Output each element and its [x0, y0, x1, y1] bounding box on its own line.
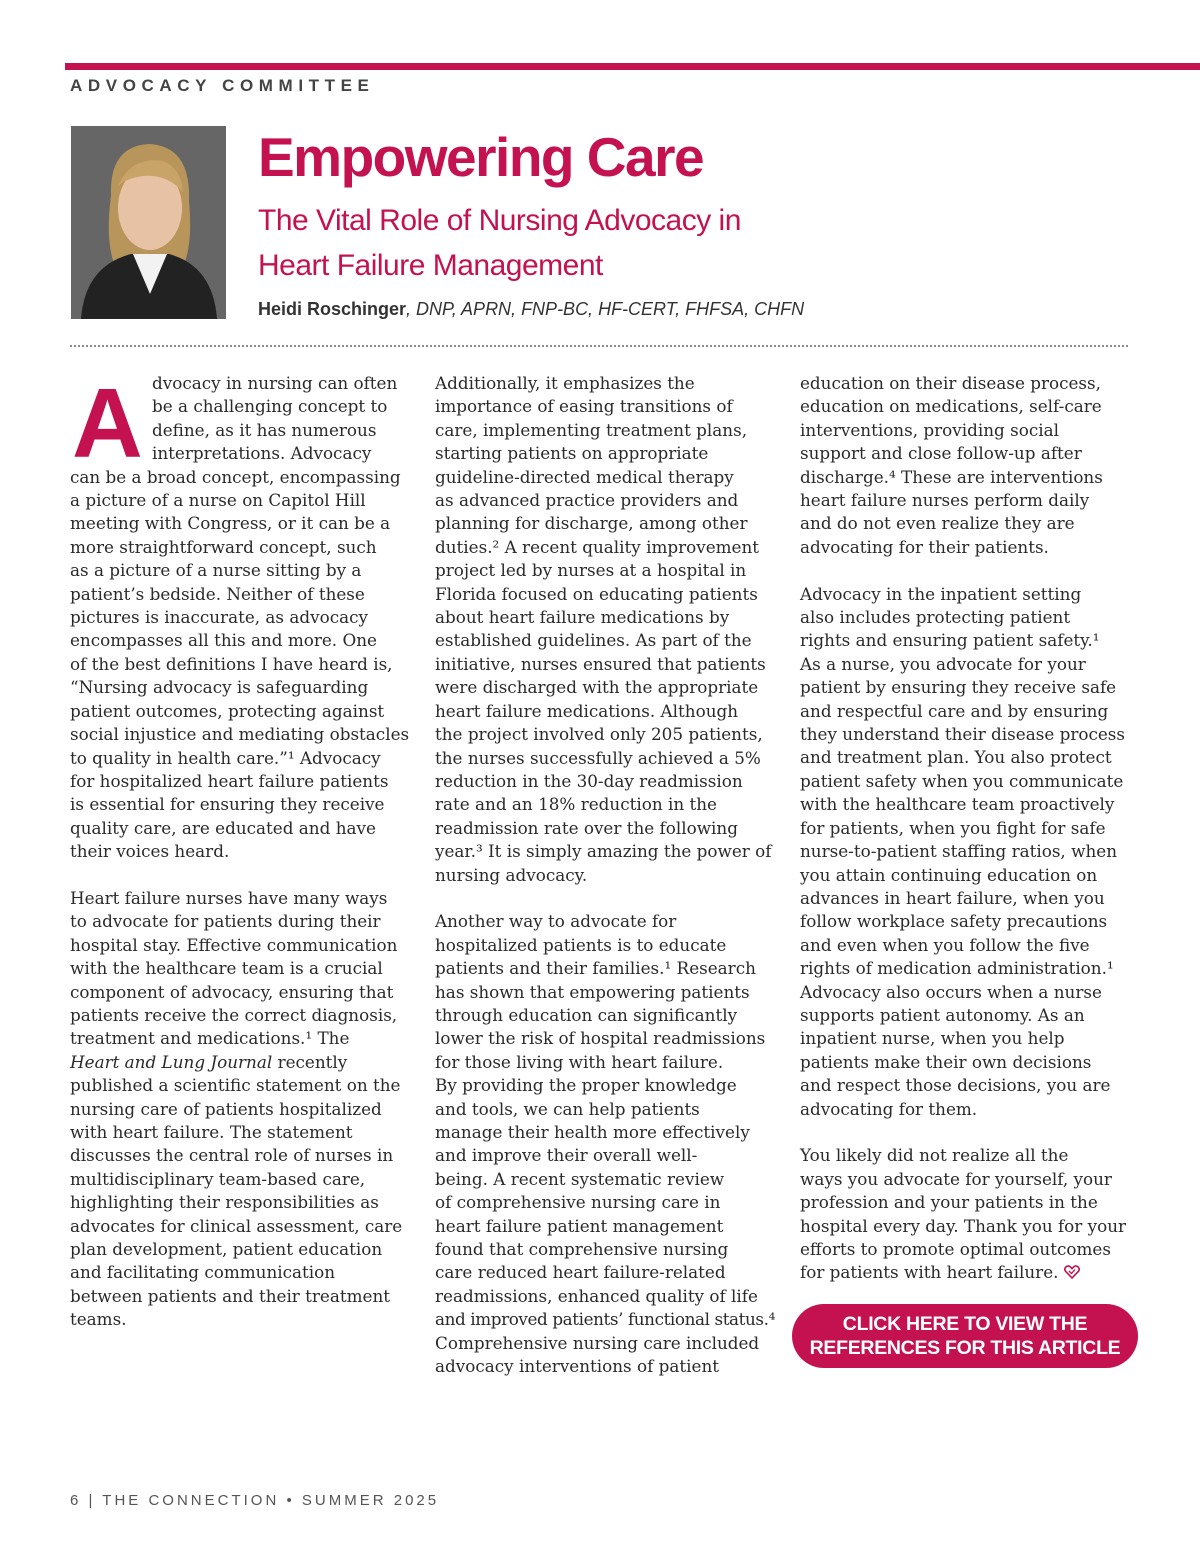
text-line: interpretations. Advocacy [152, 443, 372, 464]
text-segment: discharge. [800, 466, 889, 487]
text-line: advocacy interventions of patient [435, 1356, 719, 1377]
text-line: has shown that empowering patients [435, 981, 750, 1002]
top-accent-bar [65, 63, 1200, 70]
text-line: nursing advocacy. [435, 864, 588, 885]
text-line: social injustice and mediating obstacles [70, 724, 410, 745]
text-line: define, as it has numerous [152, 419, 377, 440]
text-line: were discharged with the appropriate [435, 677, 759, 698]
text-line: heart failure nurses perform daily [800, 490, 1090, 511]
text-line: as a picture of a nurse sitting by a [70, 560, 362, 581]
text-line: and do not even realize they are [800, 513, 1075, 534]
text-line: education on their disease process, [800, 373, 1101, 393]
text-line: inpatient nurse, when you help [800, 1028, 1065, 1049]
text-line: By providing the proper knowledge [435, 1075, 737, 1096]
paragraph-gap [800, 559, 1135, 582]
text-line: nursing care of patients hospitalized [70, 1098, 382, 1119]
article-title: Empowering Care [258, 126, 704, 188]
text-line: they understand their disease process [800, 724, 1126, 745]
text-line: Advocacy also occurs when a nurse [800, 981, 1102, 1002]
text-line: with heart failure. The statement [70, 1121, 353, 1142]
text-line: of the best definitions I have heard is, [70, 653, 393, 674]
text-line: Another way to advocate for [435, 911, 677, 932]
text-line: highlighting their responsibilities as [70, 1192, 379, 1213]
text-line: of comprehensive nursing care in [435, 1192, 721, 1213]
dotted-divider [70, 345, 1128, 347]
text-segment: ¹ [1106, 958, 1114, 979]
text-line: component of advocacy, ensuring that [70, 981, 394, 1002]
text-line: patient outcomes, protecting against [70, 700, 385, 721]
text-line: quality care, are educated and have [70, 817, 376, 838]
paragraph-gap [70, 864, 405, 887]
subtitle-line: Heart Failure Management [258, 249, 603, 282]
article-column-3 [800, 372, 1135, 1286]
text-line: also includes protecting patient [800, 607, 1071, 628]
text-line: and respect those decisions, you are [800, 1075, 1111, 1096]
text-line: with the healthcare team proactively [800, 794, 1115, 815]
text-line: to advocate for patients during their [70, 911, 381, 932]
text-line [435, 840, 770, 863]
text-line: patient by ensuring they receive safe [800, 677, 1117, 698]
text-segment: ¹ The [305, 1028, 350, 1049]
text-line: teams. [70, 1309, 127, 1330]
text-line [70, 1051, 405, 1074]
text-segment: ⁴ These are interventions [888, 466, 1103, 487]
text-segment: for patients with heart failure. [800, 1262, 1059, 1283]
text-line: manage their health more effectively [435, 1121, 750, 1142]
text-line: efforts to promote optimal outcomes [800, 1239, 1111, 1259]
text-line: Comprehensive nursing care included [435, 1332, 760, 1353]
article-column-2 [435, 372, 775, 1378]
text-line: ways you advocate for yourself, your [800, 1168, 1112, 1189]
text-line: Florida focused on educating patients [435, 583, 758, 604]
text-line: more straightforward concept, such [70, 536, 377, 557]
text-line: about heart failure medications by [435, 607, 730, 628]
text-line: established guidelines. As part of the [435, 630, 752, 651]
text-line: follow workplace safety precautions [800, 911, 1108, 932]
cta-line: CLICK HERE TO VIEW THE [842, 1313, 1088, 1335]
text-line [70, 1027, 405, 1050]
text-line: hospital stay. Effective communication [70, 934, 398, 955]
text-segment: ¹ Advocacy [287, 747, 381, 768]
text-line: the project involved only 205 patients, [435, 724, 763, 745]
article-column-1 [70, 368, 410, 1332]
text-line: Advocacy in the inpatient setting [800, 583, 1082, 604]
text-line: the nurses successfully achieved a 5% [435, 747, 761, 768]
text-line: importance of easing transitions of [435, 396, 733, 417]
text-line: as advanced practice providers and [435, 490, 739, 511]
text-line: discusses the central role of nurses in [70, 1145, 394, 1166]
text-segment: ² A recent quality improvement [492, 536, 760, 557]
text-line: and improve their overall well- [435, 1145, 698, 1166]
text-line: hospitalized patients is to educate [435, 934, 727, 955]
text-line [435, 1308, 775, 1331]
text-segment: ¹ Research [664, 958, 756, 979]
text-line [800, 957, 1135, 980]
text-line: being. A recent systematic review [435, 1168, 725, 1189]
text-segment: to quality in health care.” [70, 747, 288, 768]
text-line: and even when you follow the five [800, 934, 1090, 955]
text-line [800, 1261, 1135, 1285]
text-line: Additionally, it emphasizes the [435, 373, 695, 393]
text-line: with the healthcare team is a crucial [70, 958, 383, 979]
text-line: multidisciplinary team-based care, [70, 1168, 366, 1189]
text-line: care, implementing treatment plans, [435, 419, 748, 440]
author-credentials: , DNP, APRN, FNP-BC, HF-CERT, FHFSA, CHFN [406, 299, 805, 319]
text-line: lower the risk of hospital readmissions [435, 1028, 766, 1049]
text-line: found that comprehensive nursing [435, 1239, 729, 1260]
text-line: you attain continuing education on [800, 864, 1098, 885]
text-line: reduction in the 30-day readmission [435, 770, 743, 791]
text-line: for patients, when you fight for safe [800, 817, 1106, 838]
cta-line: REFERENCES FOR THIS ARTICLE [809, 1337, 1121, 1359]
article-subtitle [258, 198, 878, 288]
text-line: planning for discharge, among other [435, 513, 748, 534]
text-segment: recently [272, 1051, 348, 1072]
text-line [800, 466, 1135, 489]
text-line: patients receive the correct diagnosis, [70, 1004, 398, 1025]
text-line [800, 629, 1135, 652]
author-name: Heidi Roschinger [258, 299, 407, 319]
text-line: published a scientific statement on the [70, 1075, 401, 1096]
text-line: can be a broad concept, encompassing [70, 466, 401, 487]
text-line: and respectful care and by ensuring [800, 700, 1109, 721]
text-segment: ³ It is simply amazing the power of [475, 841, 772, 862]
text-segment: and improved patients’ functional status. [435, 1309, 769, 1330]
byline [258, 299, 804, 320]
text-line: care reduced heart failure-related [435, 1262, 726, 1283]
text-line: dvocacy in nursing can often [152, 373, 398, 393]
subtitle-line: The Vital Role of Nursing Advocacy in [258, 204, 741, 237]
text-line: “Nursing advocacy is safeguarding [70, 677, 369, 698]
text-line: advocating for them. [800, 1098, 978, 1119]
text-segment: duties. [435, 536, 493, 557]
text-line: project led by nurses at a hospital in [435, 560, 747, 581]
paragraph-gap [435, 887, 770, 910]
drop-cap: A [72, 368, 143, 478]
text-line: be a challenging concept to [152, 396, 388, 417]
text-line: support and close follow-up after [800, 443, 1082, 464]
author-photo [71, 126, 226, 319]
text-segment: patients and their families. [435, 958, 665, 979]
text-line: education on medications, self-care [800, 396, 1102, 417]
text-line: advocating for their patients. [800, 536, 1049, 557]
text-line: advances in heart failure, when you [800, 887, 1105, 908]
paragraph-gap [800, 1121, 1135, 1144]
text-line: and treatment plan. You also protect [800, 747, 1112, 768]
text-line: readmission rate over the following [435, 817, 738, 838]
text-line: a picture of a nurse on Capitol Hill [70, 490, 366, 511]
text-line [70, 747, 405, 770]
text-line: supports patient autonomy. As an [800, 1004, 1085, 1025]
text-line: their voices heard. [70, 841, 230, 862]
text-line: patient’s bedside. Neither of these [70, 583, 365, 604]
text-segment: rights and ensuring patient safety. [800, 630, 1093, 651]
text-line: meeting with Congress, or it can be a [70, 513, 391, 534]
text-line: readmissions, enhanced quality of life [435, 1285, 758, 1306]
text-line: patient safety when you communicate [800, 770, 1124, 791]
text-line [435, 957, 770, 980]
text-segment: year. [435, 841, 476, 862]
text-line: As a nurse, you advocate for your [800, 653, 1086, 674]
text-segment: rights of medication administration. [800, 958, 1107, 979]
text-line: through education can significantly [435, 1004, 738, 1025]
text-line: for those living with heart failure. [435, 1051, 724, 1072]
text-line: Heart failure nurses have many ways [70, 887, 388, 908]
section-label: ADVOCACY COMMITTEE [70, 76, 375, 95]
text-segment: ⁴ [768, 1309, 775, 1330]
text-line: between patients and their treatment [70, 1285, 391, 1306]
text-line: pictures is inaccurate, as advocacy [70, 607, 368, 628]
text-line: nurse-to-patient staffing ratios, when [800, 841, 1118, 862]
page-footer: 6 | THE CONNECTION • SUMMER 2025 [70, 1492, 440, 1509]
text-line: You likely did not realize all the [800, 1145, 1069, 1166]
text-line: and facilitating communication [70, 1262, 336, 1283]
text-line [435, 536, 770, 559]
text-line: encompasses all this and more. One [70, 630, 377, 651]
text-line: profession and your patients in the [800, 1192, 1098, 1213]
view-references-button[interactable] [792, 1304, 1138, 1368]
text-line: advocates for clinical assessment, care [70, 1215, 403, 1236]
text-line: interventions, providing social [800, 419, 1059, 440]
text-line: heart failure medications. Although [435, 700, 739, 721]
text-line: starting patients on appropriate [435, 443, 709, 464]
heart-icon [1064, 1262, 1080, 1285]
text-segment: ¹ [1092, 630, 1100, 651]
text-line: for hospitalized heart failure patients [70, 770, 389, 791]
journal-name: Heart and Lung Journal [70, 1051, 273, 1072]
text-line: is essential for ensuring they receive [70, 794, 385, 815]
text-line: rate and an 18% reduction in the [435, 794, 717, 815]
text-line: initiative, nurses ensured that patients [435, 653, 766, 674]
text-line: plan development, patient education [70, 1239, 383, 1260]
text-line: heart failure patient management [435, 1215, 724, 1236]
text-line: and tools, we can help patients [435, 1098, 700, 1119]
text-segment: treatment and medications. [70, 1028, 306, 1049]
text-line: guideline-directed medical therapy [435, 466, 734, 487]
text-line: hospital every day. Thank you for your [800, 1215, 1127, 1236]
text-line: patients make their own decisions [800, 1051, 1092, 1072]
